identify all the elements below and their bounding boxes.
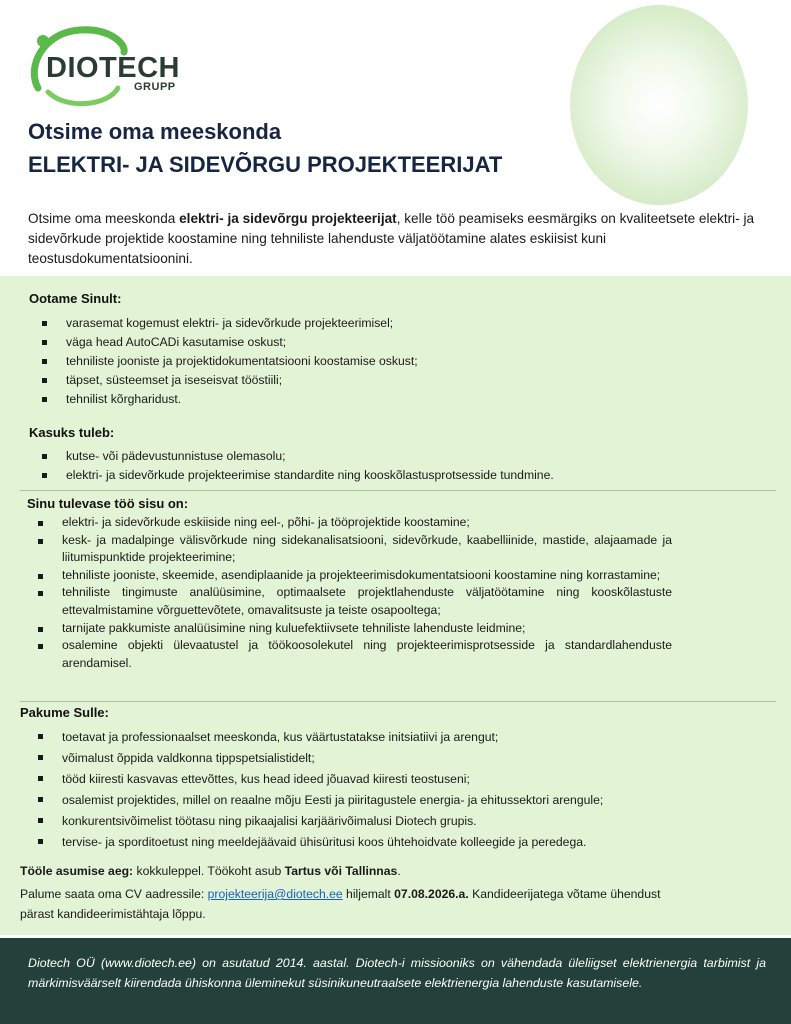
start-text: kokkuleppel. Töökoht asub [133, 864, 285, 878]
section-divider [20, 490, 776, 491]
logo-subtitle: GRUPP [134, 81, 176, 93]
apply-text2: hiljemalt [342, 887, 395, 901]
list-item: tehniliste tingimuste analüüsimine, optimaalsete projektlahenduste väljatöötamine ning kooskõlastuste ettevalmistamine võrguettevõtete, omavalitsuste ja teiste osapooltega; [36, 584, 672, 619]
bonus-heading: Kasuks tuleb: [29, 425, 115, 440]
offer-list [36, 727, 756, 853]
start-label: Tööle asumise aeg: [20, 864, 134, 878]
logo-wordmark: DIOTECH [46, 52, 180, 84]
intro-bold: elektri- ja sidevõrgu projekteerijat [179, 211, 397, 226]
list-item: tehniliste jooniste ja projektidokumentatsiooni koostamise oskust; [40, 352, 740, 371]
list-item: toetavat ja professionaalset meeskonda, kus väärtustatakse initsiatiivi ja arengut; [36, 727, 756, 748]
apply-info-line2: pärast kandideerimistähtaja lõppu. [20, 907, 206, 921]
list-item: elektri- ja sidevõrkude eskiiside ning eel-, põhi- ja tööprojektide koostamine; [36, 514, 672, 532]
list-item: osalemist projektides, millel on reaalne mõju Eesti ja piiritagustele energia- ja ehitussektori arengule; [36, 790, 756, 811]
company-description: Diotech OÜ (www.diotech.ee) on asutatud 2014. aastal. Diotech-i missiooniks on vähendada üleliigset elektrienergia tarbimist ja märkimisväärselt kiirendada ühiskonna üleminekut süsinikuneutraalsete elektrienergia lahenduste kasutamisele. [28, 956, 766, 990]
duties-heading: Sinu tulevase töö sisu on: [27, 496, 189, 511]
duties-list [36, 514, 672, 672]
requirements-list [40, 314, 740, 409]
intro-before: Otsime oma meeskonda [28, 211, 180, 226]
requirements-heading: Ootame Sinult: [29, 291, 122, 306]
list-item: konkurentsivõimelist töötasu ning pikaajalisi karjäärivõimalusi Diotech grupis. [36, 811, 756, 832]
list-item: tööd kiiresti kasvavas ettevõttes, kus head ideed jõuavad kiiresti teostuseni; [36, 769, 756, 790]
list-item: varasemat kogemust elektri- ja sidevõrkude projekteerimisel; [40, 314, 740, 333]
list-item: kesk- ja madalpinge välisvõrkude ning sidekanalisatsiooni, sidevõrkude, kaabelliinide, mastide, alajaamade ja liitumispunktide projekteerimine; [36, 532, 672, 567]
list-item: tervise- ja sporditoetust ning meeldejäävaid ühisüritusi koos ühtehoidvate kolleegide ja peredega. [36, 832, 756, 853]
list-item: osalemine objekti ülevaatustel ja töökoosolekutel ning projekteerimisprotsesside ja standardlahenduste arendamisel. [36, 637, 672, 672]
start-end: . [397, 864, 401, 878]
list-item: tehnilist kõrgharidust. [40, 390, 740, 409]
apply-text1: Palume saata oma CV aadressile: [20, 887, 208, 901]
company-logo [26, 26, 196, 110]
company-banner [0, 938, 791, 1024]
list-item: väga head AutoCADi kasutamise oskust; [40, 333, 740, 352]
apply-deadline: 07.08.2026.a. [394, 887, 469, 901]
start-info [20, 862, 401, 881]
intro-paragraph [28, 209, 768, 269]
list-item: täpset, süsteemset ja iseseisvat tööstiili; [40, 371, 740, 390]
apply-email-link[interactable]: projekteerija@diotech.ee [207, 887, 343, 901]
intro-after: , kelle töö peamiseks eesmärgiks on kvaliteetsete elektri- ja sidevõrkude projektide koostamine ning tehniliste lahenduste väljatöötamine alates eskiisist kuni teostusdokumentatsioonini. [28, 211, 755, 266]
section-divider [20, 701, 776, 702]
list-item: tarnijate pakkumiste analüüsimine ning kuluefektiivsete tehniliste lahenduste leidmine; [36, 620, 672, 638]
page-title-line1: Otsime oma meeskonda [28, 119, 282, 144]
list-item: võimalust õppida valdkonna tippspetsialistidelt; [36, 748, 756, 769]
apply-text3: Kandideerijatega võtame ühendust [468, 887, 661, 901]
list-item: elektri- ja sidevõrkude projekteerimise standardite ning kooskõlastusprotsesside tundmine. [40, 466, 760, 485]
bonus-list [40, 447, 760, 485]
page-title-line2: ELEKTRI- JA SIDEVÕRGU PROJEKTEERIJAT [28, 152, 503, 177]
start-location: Tartus või Tallinnas [284, 864, 398, 878]
list-item: kutse- või pädevustunnistuse olemasolu; [40, 447, 760, 466]
apply-info [20, 885, 660, 904]
decorative-circle [570, 5, 748, 205]
list-item: tehniliste jooniste, skeemide, asendiplaanide ja projekteerimisdokumentatsiooni koostamine ning korrastamine; [36, 567, 672, 585]
offer-heading: Pakume Sulle: [20, 705, 109, 720]
